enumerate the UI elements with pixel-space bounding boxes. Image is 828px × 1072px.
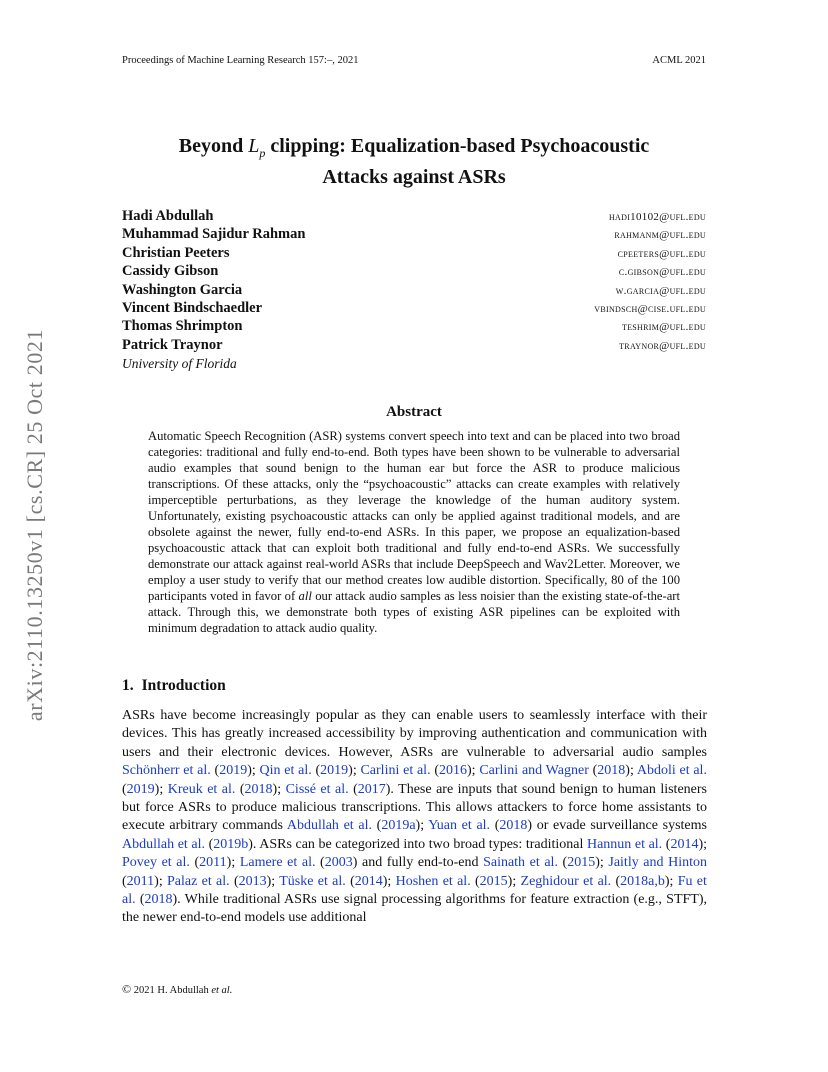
body-text: ( [348, 781, 358, 797]
body-text: ); [382, 873, 396, 889]
body-text: ( [557, 855, 568, 871]
citation-link[interactable]: Schönherr et al. [122, 763, 211, 779]
paper-title [122, 134, 706, 189]
body-text: ( [122, 873, 127, 889]
author-email[interactable]: teshrim@ufl.edu [621, 321, 706, 334]
body-text: ); [266, 873, 280, 889]
citation-year-link[interactable]: 2015 [567, 855, 596, 871]
body-text: ); [348, 763, 361, 779]
body-text: ). These are inputs that sound benign to human listeners but force ASRs to produce malicious transcriptions. This allows attackers to force home assistants to execute arbitrary commands [122, 781, 707, 834]
section-heading [122, 677, 226, 695]
author-email[interactable]: w.garcia@ufl.edu [615, 284, 706, 297]
body-text: ) or evade surveillance systems [527, 818, 707, 834]
body-text: ( [235, 781, 245, 797]
author-name: Vincent Bindschaedler [122, 299, 263, 316]
introduction-body [122, 707, 707, 928]
body-text: ( [662, 836, 671, 852]
author-email[interactable]: hadi10102@ufl.edu [608, 211, 706, 223]
title-lp-symbol [248, 135, 266, 160]
author-block [122, 208, 706, 372]
body-text: ). While traditional ASRs use signal processing algorithms for feature extraction (e.g., STFT), the newer end-to-end models use additional [122, 892, 707, 926]
body-text: ( [371, 818, 382, 834]
citation-link[interactable]: Abdullah et al. [286, 818, 372, 834]
body-text: ( [470, 873, 480, 889]
citation-year-link[interactable]: 2011 [199, 855, 227, 871]
title-part1: Beyond [178, 135, 249, 157]
citation-year-link[interactable]: 2019 [219, 763, 248, 779]
author-name: Christian Peeters [122, 244, 230, 261]
title-part2: clipping: Equalization-based Psychoacoustic [265, 135, 650, 157]
citation-link[interactable]: Lamere et al. [239, 855, 316, 871]
citation-year-link[interactable]: 2018 [144, 892, 173, 908]
author-email[interactable]: vbindsch@cise.ufl.edu [594, 302, 706, 315]
body-text: ); [154, 873, 168, 889]
citation-year-link[interactable]: 2019b [213, 836, 249, 852]
body-text: ); [698, 836, 707, 852]
citation-year-link[interactable]: 2011 [126, 873, 155, 889]
citation-year-link[interactable]: 2003 [324, 855, 353, 871]
citation-year-link[interactable]: 2019 [320, 763, 349, 779]
citation-year-link[interactable]: 2019 [126, 781, 155, 797]
author-email[interactable]: rahmanm@ufl.edu [614, 229, 706, 242]
body-text: ); [664, 873, 678, 889]
footer-text: 2021 H. Abdullah [131, 985, 212, 996]
body-text: ); [272, 781, 286, 797]
abstract-body [148, 428, 680, 636]
running-header-right: ACML 2021 [652, 55, 706, 66]
section-title: Introduction [141, 677, 226, 694]
citation-link[interactable]: Tüske et al. [279, 873, 346, 889]
body-text: ( [588, 763, 598, 779]
citation-year-link[interactable]: 2019a [381, 818, 416, 834]
citation-link[interactable]: Sainath et al. [483, 855, 558, 871]
author-row [122, 337, 706, 355]
abstract-heading: Abstract [386, 404, 442, 420]
citation-link[interactable]: Povey et al. [122, 855, 190, 871]
lp-subscript: p [259, 146, 266, 160]
body-text: ( [315, 855, 325, 871]
author-email[interactable]: traynor@ufl.edu [619, 339, 706, 352]
body-text: ( [189, 855, 200, 871]
citation-link[interactable]: Qin et al. [259, 763, 312, 779]
body-text: ( [311, 763, 321, 779]
author-row [122, 208, 706, 226]
author-row [122, 300, 706, 318]
citation-year-link[interactable]: 2018 [597, 763, 626, 779]
citation-link[interactable]: Jaitly and Hinton [608, 855, 707, 871]
arxiv-stamp [6, 290, 64, 760]
body-text: ); [595, 855, 609, 871]
body-text: ); [507, 873, 521, 889]
citation-year-link[interactable]: 2014 [354, 873, 383, 889]
citation-link[interactable]: Carlini and Wagner [479, 763, 589, 779]
author-name: Patrick Traynor [122, 336, 223, 353]
citation-link[interactable]: Palaz et al. [167, 873, 230, 889]
lp-main: L [248, 135, 260, 157]
body-text: ); [415, 818, 429, 834]
author-name: Cassidy Gibson [122, 263, 219, 280]
body-text: ); [226, 855, 240, 871]
citation-year-link[interactable]: 2018 [499, 818, 528, 834]
footer-etal: et al. [211, 985, 233, 996]
author-row [122, 318, 706, 336]
abstract-text-b: our attack audio samples as less noisier than the existing state-of-the-art attack. Through this, we demonstrate both types of existing ASR pipelines can be exploited with minimum degradation to attack audio quality. [148, 589, 680, 635]
citation-link[interactable]: Hoshen et al. [395, 873, 471, 889]
author-email[interactable]: c.gibson@ufl.edu [618, 266, 706, 279]
copyright-symbol: © [122, 982, 132, 996]
body-text: ( [345, 873, 355, 889]
citation-year-link[interactable]: 2018a,b [620, 873, 665, 889]
body-text: ( [490, 818, 500, 834]
author-row [122, 263, 706, 281]
body-text: ( [122, 781, 127, 797]
body-text: ); [625, 763, 637, 779]
citation-year-link[interactable]: 2015 [479, 873, 508, 889]
author-row [122, 226, 706, 244]
citation-link[interactable]: Kreuk et al. [167, 781, 236, 797]
citation-year-link[interactable]: 2013 [238, 873, 267, 889]
affiliation: University of Florida [122, 356, 237, 372]
citation-link[interactable]: Cissé et al. [285, 781, 349, 797]
author-email[interactable]: cpeeters@ufl.edu [617, 247, 706, 260]
body-text: ) and fully end-to-end [352, 855, 484, 871]
abstract-emphasis: all [298, 589, 312, 603]
body-text: ASRs have become increasingly popular as they can enable users to seamlessly interface with their devices. This has greatly increased accessibility by improving authentication and communication with users and their electronic devices. However, ASRs are vulnerable to adversarial audio samples [122, 708, 707, 760]
author-name: Muhammad Sajidur Rahman [122, 226, 306, 243]
body-text: ( [611, 873, 621, 889]
body-text: ( [135, 892, 145, 908]
body-text: ); [247, 763, 260, 779]
body-text: ). ASRs can be categorized into two broad types: traditional [248, 836, 587, 852]
citation-link[interactable]: Yuan et al. [428, 818, 491, 834]
author-name: Hadi Abdullah [122, 208, 214, 224]
citation-year-link[interactable]: 2018 [244, 781, 273, 797]
title-line-1 [122, 134, 706, 165]
title-line-2: Attacks against ASRs [322, 166, 506, 188]
body-text: ); [467, 763, 480, 779]
body-text: ( [430, 763, 439, 779]
body-text: ); [154, 781, 168, 797]
body-text: ( [210, 763, 220, 779]
citation-link[interactable]: Fu et al. [122, 873, 707, 908]
citation-link[interactable]: Zeghidour et al. [520, 873, 612, 889]
citation-year-link[interactable]: 2017 [357, 781, 386, 797]
citation-link[interactable]: Carlini et al. [360, 763, 431, 779]
citation-year-link[interactable]: 2014 [670, 836, 699, 852]
body-text: ( [204, 836, 214, 852]
author-row [122, 245, 706, 263]
arxiv-stamp-text: arXiv:2110.13250v1 [cs.CR] 25 Oct 2021 [22, 328, 47, 722]
author-name: Thomas Shrimpton [122, 318, 243, 335]
author-row [122, 282, 706, 300]
body-text: ( [229, 873, 239, 889]
section-number: 1. [122, 677, 134, 694]
citation-link[interactable]: Abdoli et al. [636, 763, 707, 779]
citation-link[interactable]: Abdullah et al. [122, 836, 205, 852]
abstract-text-a: Automatic Speech Recognition (ASR) systems convert speech into text and can be placed into two broad categories: traditional and fully end-to-end. Both types have been shown to be vulnerable to adversarial audio examples that sound benign to the human ear but force the ASR to produce malicious transcriptions. Of these attacks, only the “psychoacoustic” attacks can create examples with relatively imperceptible perturbations, as they leverage the knowledge of the human auditory system. Unfortunately, existing psychoacoustic attacks can only be applied against traditional models, and are obsolete against the newer, fully end-to-end ASRs. In this paper, we propose an equalization-based psychoacoustic attack that can exploit both traditional and fully end-to-end ASRs. We successfully demonstrate our attack against real-world ASRs that include DeepSpeech and Wav2Letter. Moreover, we employ a user study to verify that our method creates low audible distortion. Specifically, 80 of the 100 participants voted in favor of [148, 429, 680, 603]
copyright-footer [122, 982, 232, 997]
citation-year-link[interactable]: 2016 [439, 763, 467, 779]
running-header-left: Proceedings of Machine Learning Research 157:–, 2021 [122, 55, 359, 66]
citation-link[interactable]: Hannun et al. [586, 836, 663, 852]
author-name: Washington Garcia [122, 281, 243, 298]
